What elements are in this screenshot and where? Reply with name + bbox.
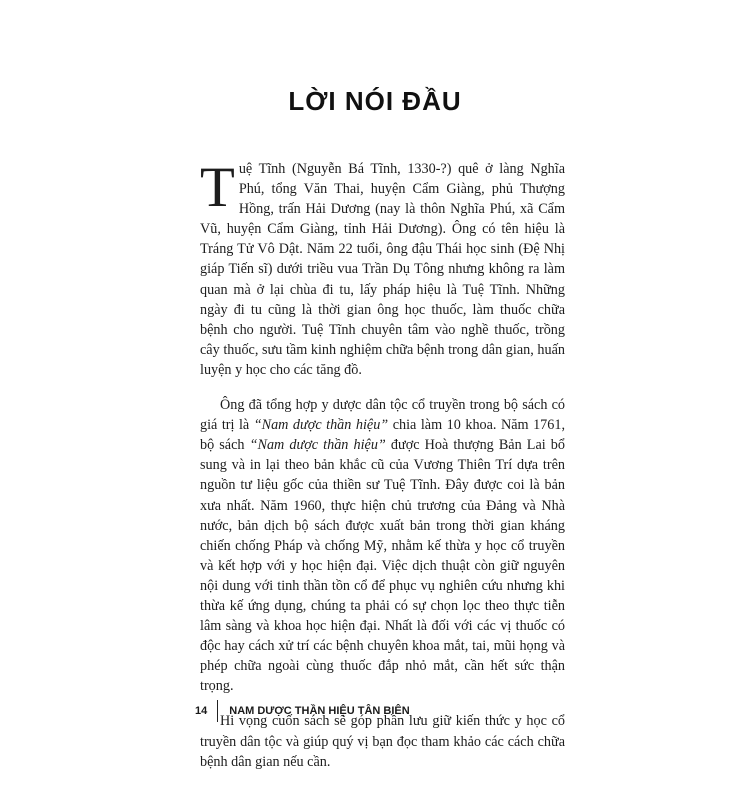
page-title: LỜI NÓI ĐẦU [288,86,462,116]
paragraph-1 [200,156,565,380]
paragraph-2-text-1: Ông đã tổng hợp y dược dân tộc cổ truyền trong bộ sách có giá trị là [200,397,565,434]
paragraph-3: Hi vọng cuốn sách sẽ góp phần lưu giữ kiến thức y học cổ truyền dân tộc và giúp quý vị bạn đọc tham khảo các cách chữa bệnh dân gian nếu cần. [200,713,565,770]
paragraph-2 [200,395,565,696]
page-number: 14 [195,705,208,717]
running-header-book-title: NAM DƯỢC THẦN HIỆU TÂN BIÊN [229,705,410,717]
page-footer [195,699,410,723]
book-title-italic-1: “Nam dược thần hiệu” [253,417,389,434]
paragraph-2-text-2: chia làm 10 khoa. Năm 1761, bộ sách [200,417,565,454]
footer-divider [217,700,218,722]
paragraph-2-text-3: được Hoà thượng Bản Lai bổ sung và in lại theo bản khắc cũ của Vương Thiên Trí dựa trên nguồn tư liệu gốc của thiền sư Tuệ Tĩnh. Đây được coi là bản xưa nhất. Năm 1960, thực hiện chủ trương của Đảng và Nhà nước, bản dịch bộ sách được xuất bản trong thời gian kháng chiến chống Pháp và chống Mỹ, nhằm kế thừa y học cổ truyền và kết hợp với y học hiện đại. Việc dịch thuật còn giữ nguyên nội dung với tinh thần tồn cổ để phục vụ nghiên cứu nhưng khi thừa kế ứng dụng, chúng ta phải có sự chọn lọc theo thực tiễn lâm sàng và khoa học hiện đại. Nhất là đối với các vị thuốc có độc hay cách xử trí các bệnh chuyên khoa mắt, tai, mũi họng và phép chữa ngoài cùng thuốc đắp nhỏ mắt, cần hết sức thận trọng. [200,437,565,695]
drop-cap: T [200,156,235,219]
body-text [200,156,565,787]
paragraph-1-text: uệ Tĩnh (Nguyễn Bá Tĩnh, 1330-?) quê ở làng Nghĩa Phú, tổng Văn Thai, huyện Cẩm Giàng, phủ Thượng Hồng, trấn Hải Dương (nay là thôn Nghĩa Phú, xã Cẩm Vũ, huyện Cẩm Giàng, tỉnh Hải Dương). Ông có tên hiệu là Tráng Tử Vô Dật. Năm 22 tuổi, ông đậu Thái học sinh (Đệ Nhị giáp Tiến sĩ) dưới triều vua Trần Dụ Tông nhưng không ra làm quan mà ở lại chùa đi tu, lấy pháp hiệu là Tuệ Tĩnh. Những ngày đi tu cũng là thời gian ông học thuốc, làm thuốc chữa bệnh cho người. Tuệ Tĩnh chuyên tâm vào nghề thuốc, trồng cây thuốc, sưu tầm kinh nghiệm chữa bệnh trong dân gian, huấn luyện y học cho các tăng đồ. [200,161,565,378]
book-title-italic-2: “Nam dược thần hiệu” [249,437,386,454]
